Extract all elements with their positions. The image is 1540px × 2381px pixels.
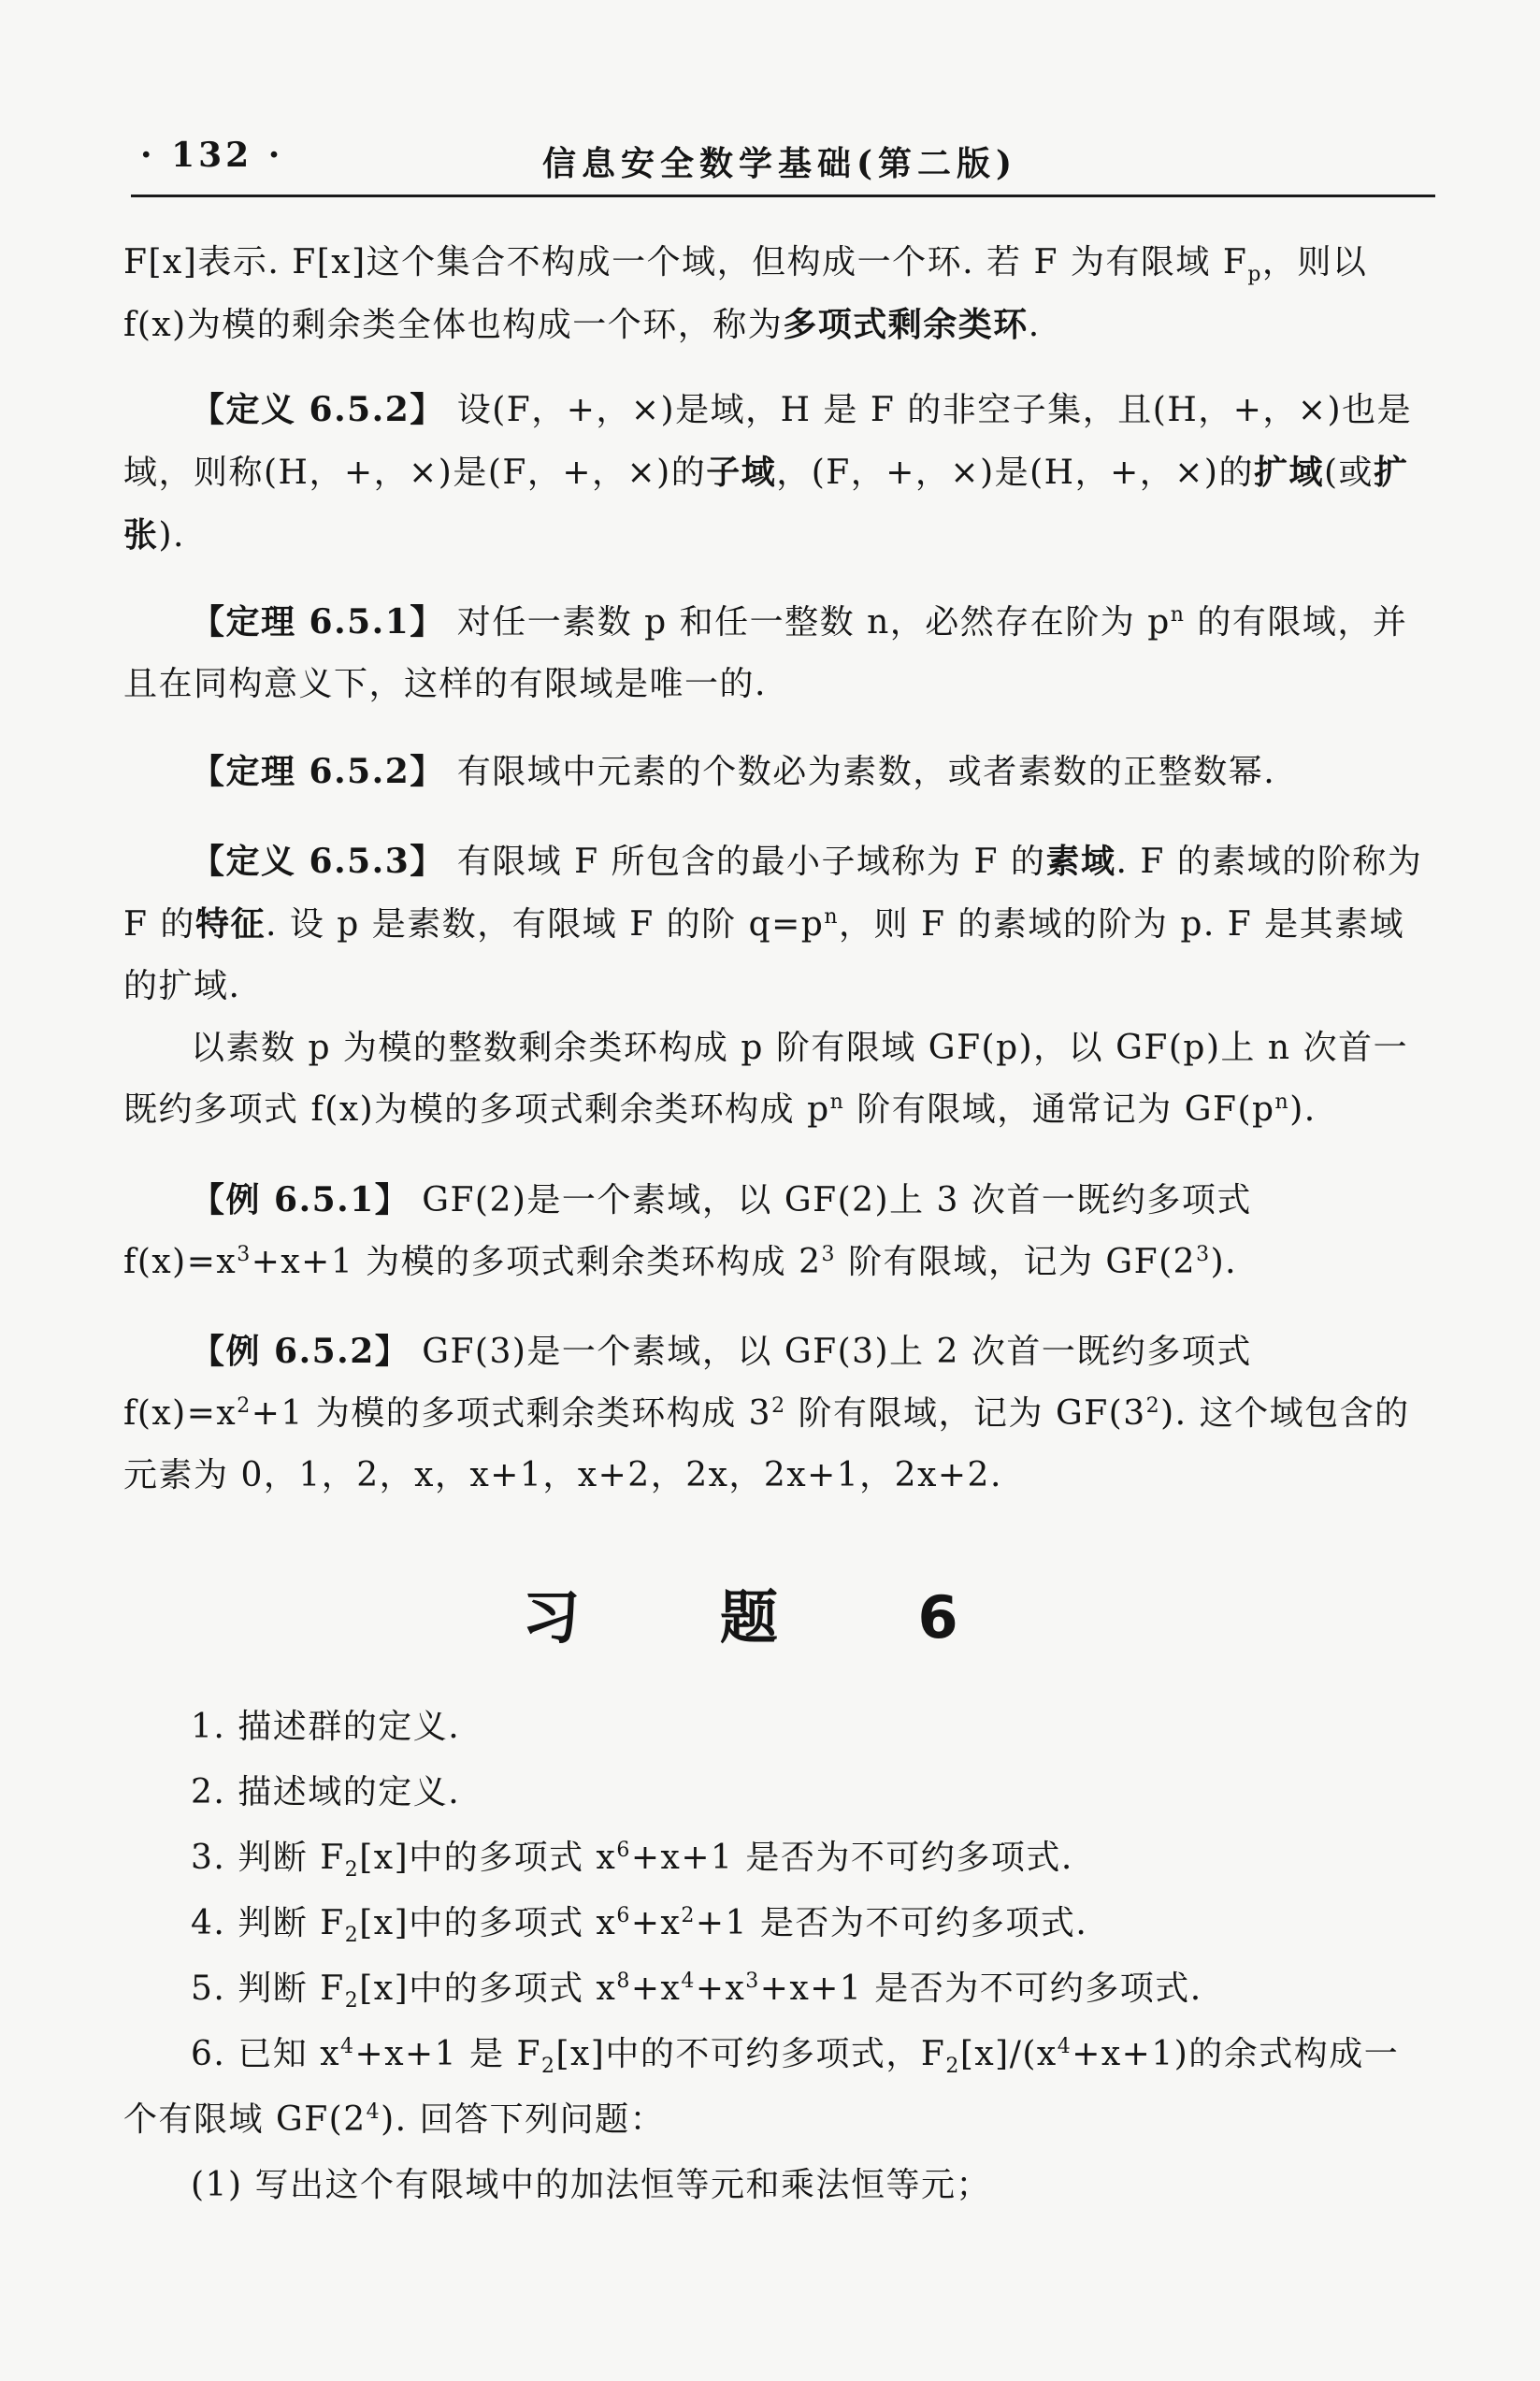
example-end: ). 这个域包含的元素为 0，1，2，x，x+1，x+2，2x，2x+1，2x+2. — [123, 1394, 1410, 1494]
q5-sub: 2 — [344, 1989, 360, 2013]
term-prime-field: 素域 — [1045, 842, 1116, 881]
q3-text-c: +x+1 是否为不可约多项式. — [630, 1839, 1073, 1877]
example-label: 【例 6.5.1】 — [191, 1180, 410, 1219]
definition-tail: (或 — [1323, 454, 1374, 492]
theorem-sup: n — [1170, 603, 1186, 627]
q6-text-d: [x]/(x — [959, 2035, 1058, 2073]
q5-text-b: [x]中的多项式 x — [359, 1970, 617, 2008]
term-polynomial-residue-ring: 多项式剩余类环 — [783, 305, 1029, 344]
q4-text-a: 4. 判断 F — [191, 1904, 345, 1942]
example-text-2: +1 为模的多项式剩余类环构成 3 — [251, 1394, 772, 1433]
definition-text: 设(F，+，×)是域，H 是 F 的非空子集，且(H，+，×)也是域，则称(H，+，×)是(F，+，×)的 — [123, 391, 1413, 492]
intro-paragraph — [123, 232, 1423, 356]
example-sup-3: 3 — [1196, 1243, 1211, 1266]
exercise-subitem: (1) 写出这个有限域中的加法恒等元和乘法恒等元； — [191, 2166, 991, 2204]
term-extension-field: 扩域 — [1253, 453, 1324, 492]
construction-sup: n — [829, 1090, 845, 1114]
example-text: GF(3)是一个素域，以 GF(3)上 2 次首一既约多项式 f(x)=x — [123, 1333, 1252, 1433]
q6-sup-1: 4 — [340, 2035, 355, 2058]
definition-mid: ，(F，+，×)是(H，+，×)的 — [776, 454, 1254, 492]
intro-end: . — [1028, 306, 1041, 344]
intro-text-b: ，则以 f(x)为模的剩余类全体也构成一个环，称为 — [123, 243, 1368, 344]
q5-sup-3: 3 — [745, 1970, 760, 1993]
q4-sub: 2 — [344, 1924, 360, 1948]
q6-sub-2: 2 — [945, 2055, 960, 2079]
exercise-item — [123, 1956, 1423, 2022]
page-header — [131, 136, 1440, 184]
q5-text-a: 5. 判断 F — [191, 1970, 345, 2008]
exercise-item — [123, 1825, 1423, 1891]
construction-text: 以素数 p 为模的整数剩余类环构成 p 阶有限域 GF(p)，以 GF(p)上 n 次首一既约多项式 f(x)为模的多项式剩余类环构成 p — [123, 1029, 1409, 1129]
exercise-item — [123, 1891, 1423, 1956]
q6-text-a: 6. 已知 x — [191, 2035, 341, 2073]
page-number: · 132 · — [140, 136, 284, 175]
definition-label: 【定义 6.5.3】 — [191, 842, 445, 881]
q5-text-c: +x — [630, 1970, 682, 2008]
header-rule — [131, 195, 1435, 197]
definition-mid: . F 的素域的阶称为 F 的 — [123, 843, 1423, 944]
theorem-text-2: 的有限域，并且在同构意义下，这样的有限域是唯一的. — [123, 603, 1408, 703]
q4-sup-1: 6 — [616, 1904, 631, 1927]
term-characteristic: 特征 — [194, 904, 266, 944]
definition-text: 有限域 F 所包含的最小子域称为 F 的 — [444, 843, 1046, 881]
q6-sub-1: 2 — [540, 2055, 556, 2079]
q5-text-d: +x — [695, 1970, 746, 2008]
theorem-6-5-1 — [123, 591, 1423, 715]
example-text-2: +x+1 为模的多项式剩余类环构成 2 — [251, 1243, 822, 1281]
example-sup-3: 2 — [1145, 1394, 1161, 1418]
theorem-text: 有限域中元素的个数必为素数，或者素数的正整数幂. — [444, 753, 1276, 791]
q3-sub: 2 — [344, 1858, 360, 1883]
theorem-label: 【定理 6.5.1】 — [191, 602, 445, 642]
q6-text-e: +x+1)的余式构成一个有限域 GF(2 — [123, 2035, 1400, 2139]
construction-end: ). — [1289, 1090, 1317, 1129]
q6-sup-2: 4 — [1057, 2035, 1072, 2058]
exercise-item: 2. 描述域的定义. — [191, 1773, 461, 1811]
book-title: 信息安全数学基础(第二版) — [542, 144, 1018, 183]
example-end: ). — [1210, 1243, 1238, 1281]
term-subfield: 子域 — [706, 453, 777, 492]
example-sup-1: 2 — [237, 1394, 252, 1418]
example-sup-2: 3 — [821, 1243, 837, 1266]
q6-text-b: +x+1 是 F — [354, 2035, 541, 2073]
definition-label: 【定义 6.5.2】 — [191, 390, 445, 429]
example-text: GF(2)是一个素域，以 GF(2)上 3 次首一既约多项式 f(x)=x — [123, 1181, 1252, 1281]
exercise-item — [123, 2022, 1423, 2153]
q6-sup-3: 4 — [366, 2100, 381, 2124]
exercise-list — [123, 1695, 1423, 2218]
construction-sup-2: n — [1274, 1090, 1290, 1114]
definition-6-5-2 — [123, 379, 1423, 567]
example-sup-1: 3 — [237, 1243, 252, 1266]
q3-text-a: 3. 判断 F — [191, 1839, 345, 1877]
term-extension: 扩张 — [123, 453, 1409, 555]
exercise-item: 1. 描述群的定义. — [191, 1708, 461, 1746]
theorem-6-5-2 — [123, 741, 1423, 803]
q4-text-b: [x]中的多项式 x — [359, 1904, 617, 1942]
intro-sub: p — [1247, 263, 1262, 287]
q5-sup-1: 8 — [616, 1970, 631, 1993]
q6-text-f: ). 回答下列问题： — [381, 2100, 666, 2139]
theorem-text: 对任一素数 p 和任一整数 n，必然存在阶为 p — [444, 603, 1171, 642]
example-label: 【例 6.5.2】 — [191, 1332, 410, 1371]
q3-text-b: [x]中的多项式 x — [359, 1839, 617, 1877]
example-6-5-2 — [123, 1320, 1423, 1507]
example-text-3: 阶有限域，记为 GF(3 — [785, 1394, 1146, 1433]
definition-6-5-3 — [123, 830, 1423, 1017]
theorem-label: 【定理 6.5.2】 — [191, 752, 445, 791]
construction-text-2: 阶有限域，通常记为 GF(p — [844, 1090, 1275, 1129]
definition-end: ). — [158, 516, 186, 555]
exercises-heading: 习 题 6 — [522, 1583, 1018, 1652]
q4-text-c: +x — [630, 1904, 682, 1942]
definition-end: ，则 F 的素域的阶为 p. F 是其素域的扩域. — [123, 905, 1405, 1005]
definition-tail: . 设 p 是素数，有限域 F 的阶 q=p — [265, 905, 825, 944]
q5-text-e: +x+1 是否为不可约多项式. — [759, 1970, 1202, 2008]
example-sup-2: 2 — [771, 1394, 786, 1418]
q4-text-d: +1 是否为不可约多项式. — [695, 1904, 1088, 1942]
intro-text: F[x]表示. F[x]这个集合不构成一个域，但构成一个环. 若 F 为有限域 F — [123, 243, 1248, 281]
q6-text-c: [x]中的不可约多项式，F — [555, 2035, 946, 2073]
example-text-3: 阶有限域，记为 GF(2 — [836, 1243, 1197, 1281]
q3-sup: 6 — [616, 1839, 631, 1862]
q5-sup-2: 4 — [681, 1970, 696, 1993]
construction-paragraph — [123, 1017, 1423, 1141]
example-6-5-1 — [123, 1169, 1423, 1293]
q4-sup-2: 2 — [681, 1904, 696, 1927]
definition-sup: n — [824, 905, 840, 929]
